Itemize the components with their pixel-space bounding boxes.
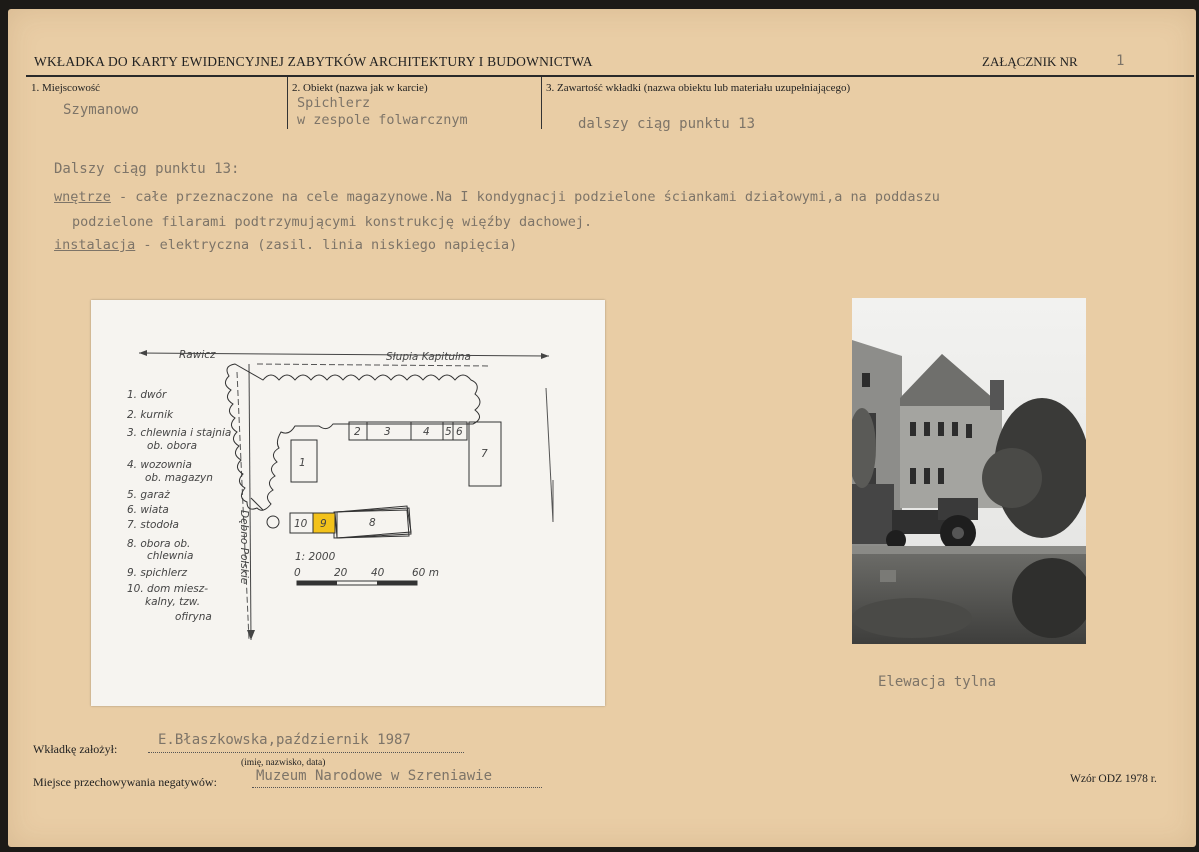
road-top-dashed	[257, 364, 491, 366]
author-value: E.Błaszkowska,październik 1987	[158, 732, 411, 748]
arrow-right-icon	[541, 353, 549, 359]
garden-outline	[225, 364, 480, 510]
place-value: Szymanowo	[63, 102, 139, 118]
building-label-1: 1	[299, 457, 306, 469]
arrow-down-icon	[247, 630, 255, 640]
road-label-rawicz: Rawicz	[179, 349, 216, 361]
install-line	[54, 237, 517, 253]
object-value-line1: Spichlerz	[297, 95, 371, 111]
negatives-value: Muzeum Narodowe w Szreniawie	[256, 768, 493, 784]
author-label: Wkładkę założył:	[33, 742, 118, 756]
object-label: 2. Obiekt (nazwa jak w karcie)	[292, 82, 428, 94]
rear-elevation-photo	[852, 298, 1086, 644]
negatives-dotted-line	[252, 787, 542, 788]
scale-bar-seg-1	[297, 581, 337, 585]
field-divider-2	[541, 77, 542, 129]
arrow-left-icon	[139, 350, 147, 356]
form-code: Wzór ODZ 1978 r.	[1070, 773, 1157, 785]
install-text: - elektryczna (zasil. linia niskiego napięcia)	[135, 237, 518, 253]
building-label-10: 10	[294, 518, 308, 530]
site-plan-image	[91, 300, 605, 706]
legend-item-2: 2. kurnik	[127, 409, 174, 421]
header-rule	[26, 75, 1194, 77]
road-label-debno: Dębno Polskie	[238, 510, 250, 585]
interior-line-2: podzielone filarami podtrzymującymi konstrukcję więźby dachowej.	[72, 214, 593, 230]
scale-label: 1: 2000	[295, 551, 336, 563]
scale-tick-40: 40	[371, 567, 385, 579]
well-circle	[267, 516, 279, 528]
legend-item-4: 4. wozownia	[127, 459, 192, 471]
building-label-7: 7	[481, 448, 488, 460]
install-term: instalacja	[54, 237, 136, 253]
place-label: 1. Miejscowość	[31, 82, 101, 94]
interior-term: wnętrze	[54, 189, 111, 205]
building-label-2: 2	[354, 426, 361, 438]
scale-tick-20: 20	[334, 567, 348, 579]
interior-line-1	[54, 189, 940, 205]
road-left-solid	[249, 364, 251, 640]
legend-item-3: 3. chlewnia i stajnia	[127, 427, 232, 439]
legend-item-10b: kalny, tzw.	[145, 596, 201, 608]
legend-item-8: 8. obora ob.	[127, 538, 191, 550]
building-label-4: 4	[423, 426, 430, 438]
author-hint: (imię, nazwisko, data)	[241, 758, 326, 768]
legend-item-4b: ob. magazyn	[145, 472, 213, 484]
building-label-3: 3	[384, 426, 391, 438]
interior-text-1: - całe przeznaczone na cele magazynowe.Na I kondygnacji podzielone ściankami działowymi,a na poddaszu	[110, 189, 940, 205]
legend-item-6: 6. wiata	[127, 504, 169, 516]
photo-scene	[852, 298, 1086, 644]
scale-tick-0: 0	[294, 567, 301, 579]
legend-item-9: 9. spichlerz	[127, 567, 188, 579]
building-label-8: 8	[369, 517, 376, 529]
road-right-line	[546, 388, 553, 522]
legend-item-7: 7. stodoła	[127, 519, 179, 531]
negatives-label: Miejsce przechowywania negatywów:	[33, 775, 217, 789]
site-plan-sketch	[91, 300, 605, 706]
building-label-5: 5	[445, 426, 452, 438]
photo-caption: Elewacja tylna	[878, 674, 997, 690]
legend-item-8b: chlewnia	[147, 550, 194, 562]
scale-bar-seg-3	[377, 581, 417, 585]
content-value: dalszy ciąg punktu 13	[578, 116, 756, 132]
legend-item-3b: ob. obora	[147, 440, 198, 452]
object-value-line2: w zespole folwarcznym	[297, 112, 468, 128]
road-label-slupia: Słupia Kapitulna	[386, 351, 471, 363]
card-title: WKŁADKA DO KARTY EWIDENCYJNEJ ZABYTKÓW ARCHITEKTURY I BUDOWNICTWA	[34, 54, 593, 69]
legend-item-5: 5. garaż	[127, 489, 170, 501]
content-label: 3. Zawartość wkładki (nazwa obiektu lub materiału uzupełniającego)	[546, 82, 851, 94]
legend-item-10: 10. dom miesz-	[127, 583, 209, 595]
attachment-label: ZAŁĄCZNIK NR	[982, 54, 1078, 69]
body-heading: Dalszy ciąg punktu 13:	[54, 161, 240, 177]
building-label-6: 6	[456, 426, 463, 438]
field-divider-1	[287, 77, 288, 129]
scale-tick-60: 60 m	[412, 567, 439, 579]
author-dotted-line	[148, 752, 464, 753]
legend-item-1: 1. dwór	[127, 389, 167, 401]
attachment-number: 1	[1116, 53, 1125, 69]
building-label-9: 9	[320, 518, 327, 530]
legend-item-10c: ofiryna	[175, 611, 212, 623]
